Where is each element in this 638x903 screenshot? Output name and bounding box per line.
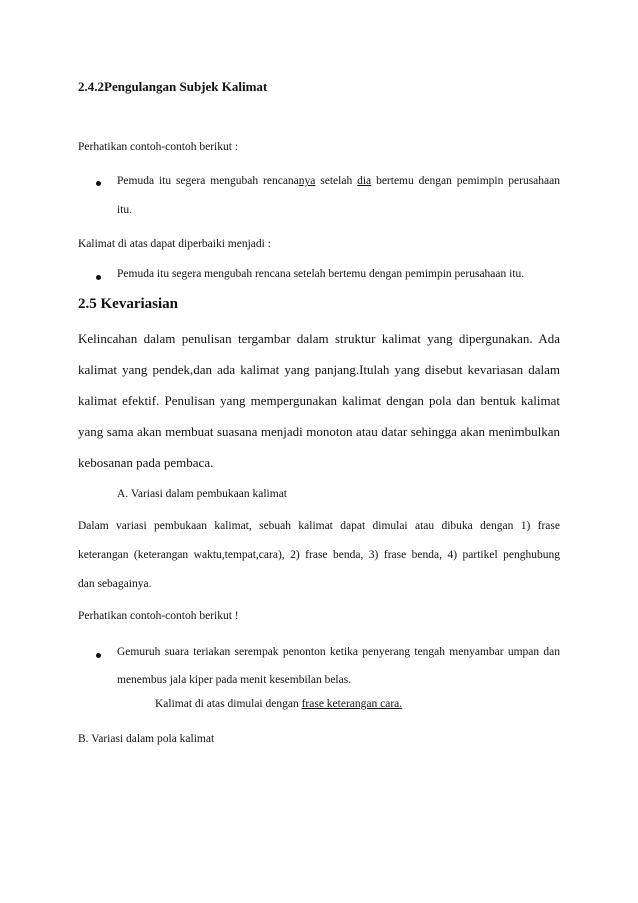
paragraph-variasi-pembukaan bbox=[78, 520, 560, 607]
example-line: Gemuruh suara teriakan serempak penonton ketika penyerang tengah menyambar umpan dan bbox=[117, 646, 560, 658]
paragraph-line: Dalam variasi pembukaan kalimat, sebuah kalimat dapat dimulai atau dibuka dengan 1) frase bbox=[78, 520, 560, 532]
example-intro: Perhatikan contoh-contoh berikut : bbox=[78, 141, 239, 153]
example-intro-2: Perhatikan contoh-contoh berikut ! bbox=[78, 610, 239, 622]
section-heading-2-4-2: 2.4.2Pengulangan Subjek Kalimat bbox=[78, 79, 268, 94]
paragraph-line: kalimat efektif. Penulisan yang mempergunakan kalimat dengan pola dan bentuk kalimat bbox=[78, 393, 560, 408]
subheading-b: B. Variasi dalam pola kalimat bbox=[78, 733, 215, 745]
paragraph-line: kebosanan pada pembaca. bbox=[78, 455, 214, 470]
correction-intro: Kalimat di atas dapat diperbaiki menjadi : bbox=[78, 238, 271, 250]
example-sentence-1: Pemuda itu segera mengubah rencananya setelah dia bertemu dengan pemimpin perusahaan bbox=[117, 175, 560, 187]
subheading-a: A. Variasi dalam pembukaan kalimat bbox=[117, 488, 288, 500]
bullet-icon bbox=[96, 653, 101, 658]
paragraph-kevariasian bbox=[78, 331, 560, 486]
paragraph-line: dan sebagainya. bbox=[78, 578, 152, 590]
paragraph-line: kalimat yang pendek,dan ada kalimat yang panjang.Itulah yang disebut kevariasan dalam bbox=[78, 362, 560, 377]
paragraph-line: Kelincahan dalam penulisan tergambar dalam struktur kalimat yang dipergunakan. Ada bbox=[78, 331, 560, 346]
example-note: Kalimat di atas dimulai dengan frase keterangan cara. bbox=[155, 698, 403, 710]
bullet-icon bbox=[96, 181, 101, 186]
section-heading-2-5: 2.5 Kevariasian bbox=[78, 296, 178, 312]
paragraph-line: keterangan (keterangan waktu,tempat,cara), 2) frase benda, 3) frase benda, 4) partikel penghubung bbox=[78, 549, 560, 561]
example-sentence-1-cont: itu. bbox=[117, 204, 133, 216]
paragraph-line: yang sama akan membuat suasana menjadi monoton atau datar sehingga akan menimbulkan bbox=[78, 424, 560, 439]
example-sentence-3 bbox=[117, 646, 560, 702]
bullet-icon bbox=[96, 275, 101, 280]
example-line: menembus jala kiper pada menit kesembilan belas. bbox=[117, 674, 352, 686]
example-sentence-2: Pemuda itu segera mengubah rencana setelah bertemu dengan pemimpin perusahaan itu. bbox=[117, 268, 525, 280]
